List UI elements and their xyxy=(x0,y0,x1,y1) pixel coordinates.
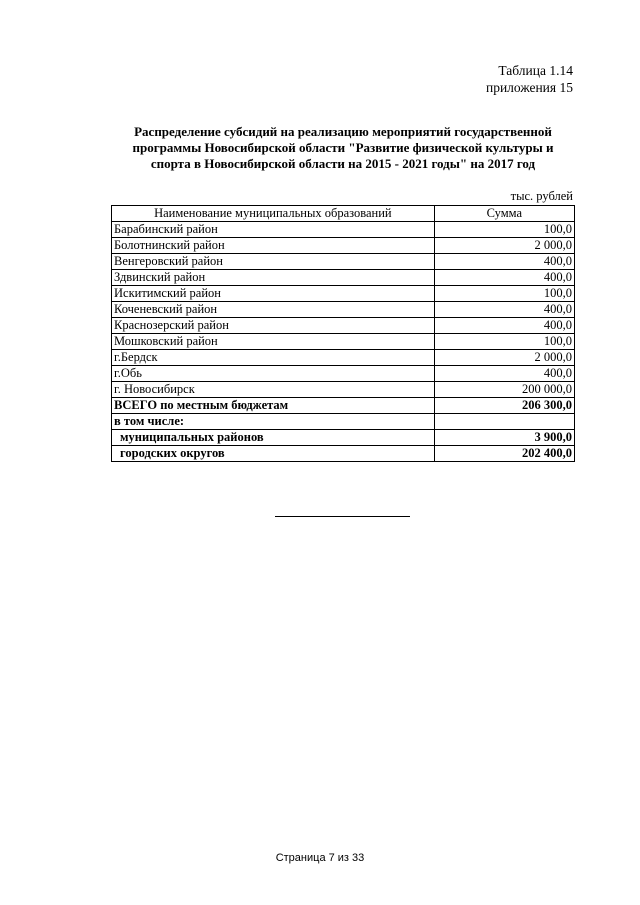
row-sum: 400,0 xyxy=(434,366,574,382)
row-sum: 200 000,0 xyxy=(434,382,574,398)
table-row xyxy=(112,286,575,302)
table-row xyxy=(112,238,575,254)
total-sum: 206 300,0 xyxy=(434,398,574,414)
row-name: г.Бердск xyxy=(112,350,435,366)
row-name: Венгеровский район xyxy=(112,254,435,270)
row-sum: 400,0 xyxy=(434,254,574,270)
row-name: Здвинский район xyxy=(112,270,435,286)
title-line-2: программы Новосибирской области "Развитие физической культуры и xyxy=(132,140,554,155)
row-name: Мошковский район xyxy=(112,334,435,350)
closing-line-divider xyxy=(275,516,410,517)
row-name: Болотнинский район xyxy=(112,238,435,254)
row-name: Краснозерский район xyxy=(112,318,435,334)
city-districts-sum: 202 400,0 xyxy=(434,446,574,462)
including-label: в том числе: xyxy=(112,414,435,430)
row-sum: 400,0 xyxy=(434,270,574,286)
row-sum: 400,0 xyxy=(434,318,574,334)
title-line-3: спорта в Новосибирской области на 2015 - 2021 годы" на 2017 год xyxy=(150,156,536,171)
table-number: Таблица 1.14 xyxy=(498,63,573,78)
unit-note: тыс. рублей xyxy=(510,189,573,203)
column-header-sum: Сумма xyxy=(434,206,574,222)
table-row xyxy=(112,382,575,398)
table-row xyxy=(112,222,575,238)
row-name: Коченевский район xyxy=(112,302,435,318)
row-sum: 100,0 xyxy=(434,334,574,350)
municipal-districts-sum: 3 900,0 xyxy=(434,430,574,446)
row-sum: 2 000,0 xyxy=(434,238,574,254)
appendix-number: приложения 15 xyxy=(485,80,573,95)
row-sum: 100,0 xyxy=(434,222,574,238)
document-title xyxy=(110,124,576,172)
table-row xyxy=(112,270,575,286)
row-sum: 100,0 xyxy=(434,286,574,302)
city-districts-label: городских округов xyxy=(112,446,435,462)
table-header-row xyxy=(112,206,575,222)
total-label: ВСЕГО по местным бюджетам xyxy=(112,398,435,414)
table-row xyxy=(112,350,575,366)
title-line-1: Распределение субсидий на реализацию мероприятий государственной xyxy=(134,124,552,139)
row-name: Барабинский район xyxy=(112,222,435,238)
table-reference xyxy=(486,62,573,96)
table-row xyxy=(112,318,575,334)
row-name: г.Обь xyxy=(112,366,435,382)
total-row xyxy=(112,398,575,414)
table-row xyxy=(112,254,575,270)
including-sum xyxy=(434,414,574,430)
city-districts-row xyxy=(112,446,575,462)
municipal-districts-row xyxy=(112,430,575,446)
row-sum: 2 000,0 xyxy=(434,350,574,366)
row-sum: 400,0 xyxy=(434,302,574,318)
table-row xyxy=(112,366,575,382)
including-row xyxy=(112,414,575,430)
page-footer: Страница 7 из 33 xyxy=(275,852,365,864)
table-row xyxy=(112,334,575,350)
row-name: Искитимский район xyxy=(112,286,435,302)
subsidy-table xyxy=(111,205,575,462)
row-name: г. Новосибирск xyxy=(112,382,435,398)
column-header-name: Наименование муниципальных образований xyxy=(112,206,435,222)
municipal-districts-label: муниципальных районов xyxy=(112,430,435,446)
table-row xyxy=(112,302,575,318)
